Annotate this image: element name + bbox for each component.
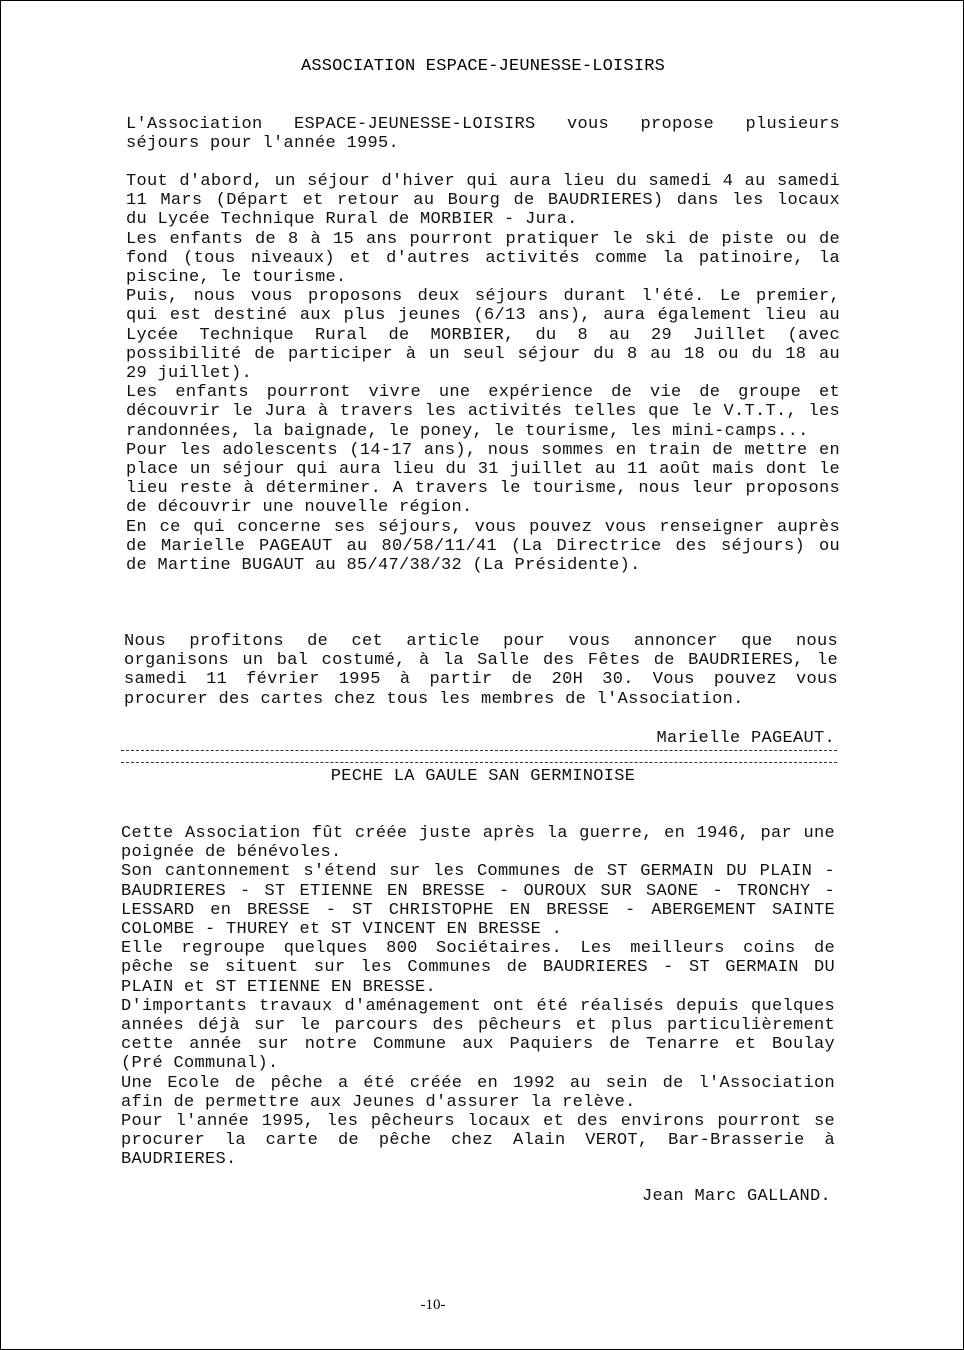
article1-bal-block: [124, 632, 838, 709]
separator-line: [121, 762, 837, 763]
article2-paragraph: D'importants travaux d'aménagement ont été réalisés depuis quelques années déjà sur le parcours des pêcheurs et plus particulièrement cette année sur notre Commune aux Paquiers de Tenarre et Boulay (Pré Communal).: [121, 996, 835, 1074]
article1-bal: Nous profitons de cet article pour vous annoncer que nous organisons un bal costumé, à la Salle des Fêtes de BAUDRIERES, le samedi 11 février 1995 à partir de 20H 30. Vous pouvez vous procurer des cartes chez tous les membres de l'Association.: [124, 632, 838, 709]
article2-body: [121, 824, 835, 1170]
separator-line: [121, 750, 837, 751]
article1-title: ASSOCIATION ESPACE-JEUNESSE-LOISIRS: [300, 57, 666, 76]
article2-paragraph: Une Ecole de pêche a été créée en 1992 au sein de l'Association afin de permettre aux Jeunes d'assurer la relève.: [121, 1073, 835, 1112]
article1-body: [126, 172, 840, 575]
article2-paragraph: Pour l'année 1995, les pêcheurs locaux et des environs pourront se procurer la carte de pêche chez Alain VEROT, Bar-Brasserie à BAUDRIERES.: [121, 1112, 835, 1170]
article1-paragraph: Pour les adolescents (14-17 ans), nous sommes en train de mettre en place un séjour qui aura lieu du 31 juillet au 11 août mais dont le lieu reste à déterminer. A travers le tourisme, nous leur proposons de découvrir une nouvelle région.: [126, 440, 840, 518]
article1-paragraph: Les enfants pourront vivre une expérience de vie de groupe et découvrir le Jura à travers les activités telles que le V.T.T., les randonnées, la baignade, le poney, le tourisme, les mini-camps...: [126, 383, 840, 441]
article2-paragraph: Elle regroupe quelques 800 Sociétaires. Les meilleurs coins de pêche se situent sur les Communes de BAUDRIERES - ST GERMAIN DU PLAIN et ST ETIENNE EN BRESSE.: [121, 939, 835, 997]
article1-paragraph: Tout d'abord, un séjour d'hiver qui aura lieu du samedi 4 au samedi 11 Mars (Départ et retour au Bourg de BAUDRIERES) dans les locaux du Lycée Technique Rural de MORBIER - Jura.: [126, 172, 840, 230]
page-number: -10-: [420, 1297, 446, 1313]
article1-paragraph: Les enfants de 8 à 15 ans pourront pratiquer le ski de piste ou de fond (tous niveaux) et d'autres activités comme la patinoire, la piscine, le tourisme.: [126, 229, 840, 288]
article2-title: PECHE LA GAULE SAN GERMINOISE: [330, 767, 636, 786]
article2-paragraph: Cette Association fût créée juste après la guerre, en 1946, par une poignée de bénévoles.: [121, 824, 835, 863]
article1-paragraph: Puis, nous vous proposons deux séjours durant l'été. Le premier, qui est destiné aux plus jeunes (6/13 ans), aura également lieu au Lycée Technique Rural de MORBIER, du 8 au 29 Juillet (avec possibilité de participer à un seul séjour du 8 au 18 ou du 18 au 29 juillet).: [126, 287, 840, 384]
article2-signature: Jean Marc GALLAND.: [641, 1187, 831, 1206]
article1-intro: L'Association ESPACE-JEUNESSE-LOISIRS vous propose plusieurs séjours pour l'année 1995.: [126, 115, 840, 154]
article1-paragraph: En ce qui concerne ses séjours, vous pouvez vous renseigner auprès de Marielle PAGEAUT au 80/58/11/41 (La Directrice des séjours) ou de Martine BUGAUT au 85/47/38/32 (La Présidente).: [126, 517, 840, 576]
article1-intro-block: [126, 115, 840, 153]
article1-signature: Marielle PAGEAUT.: [656, 729, 835, 748]
article2-paragraph: Son cantonnement s'étend sur les Communes de ST GERMAIN DU PLAIN - BAUDRIERES - ST ETIENNE EN BRESSE - OUROUX SUR SAONE - TRONCHY - LESSARD en BRESSE - ST CHRISTOPHE EN BRESSE - ABERGEMENT SAINTE COLOMBE - THUREY et ST VINCENT EN BRESSE .: [121, 862, 835, 940]
